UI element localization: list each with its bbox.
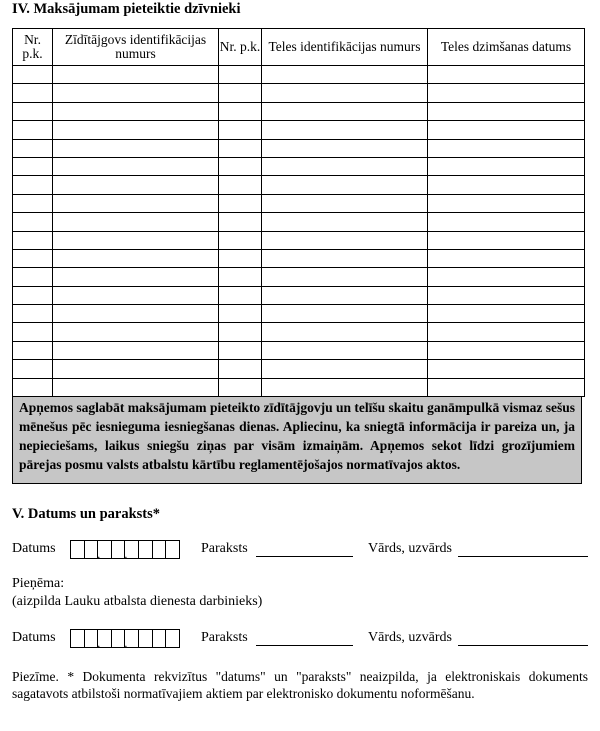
table-cell[interactable] [53,121,219,139]
table-cell[interactable] [428,305,585,323]
name-label: Vārds, uzvārds [368,541,452,556]
animals-table [12,28,585,397]
table-cell[interactable] [53,66,219,84]
table-cell[interactable] [428,213,585,231]
table-cell[interactable] [219,121,262,139]
table-cell[interactable] [219,176,262,194]
date-input[interactable] [70,629,180,648]
table-cell[interactable] [428,378,585,396]
table-cell[interactable] [53,341,219,359]
table-cell[interactable] [428,121,585,139]
signature-field[interactable] [256,556,353,557]
table-cell[interactable] [262,194,428,212]
table-cell[interactable] [53,84,219,102]
accepted-label: Pieņēma: [12,576,65,591]
col-header-nr: Nr. p.k. [219,29,262,66]
section-4-title: IV. Maksājumam pieteiktie dzīvnieki [12,1,241,17]
table-cell[interactable] [262,139,428,157]
table-row [13,360,585,378]
accepted-note: (aizpilda Lauku atbalsta dienesta darbinieks) [12,594,263,609]
section-5-title: V. Datums un paraksts* [12,506,160,522]
table-cell[interactable] [428,102,585,120]
table-cell[interactable] [219,66,262,84]
table-cell[interactable] [53,360,219,378]
table-cell[interactable] [219,139,262,157]
table-cell[interactable] [53,213,219,231]
table-row [13,139,585,157]
table-cell[interactable] [262,323,428,341]
table-row [13,157,585,175]
table-cell[interactable] [53,102,219,120]
table-cell[interactable] [13,102,53,120]
table-cell[interactable] [13,157,53,175]
table-row [13,176,585,194]
name-field[interactable] [458,556,588,557]
signature-label: Paraksts [201,630,248,645]
table-cell[interactable] [53,139,219,157]
table-cell[interactable] [262,66,428,84]
table-cell[interactable] [13,66,53,84]
table-cell[interactable] [262,121,428,139]
table-cell[interactable] [13,176,53,194]
date-label: Datums [12,541,56,556]
table-row [13,268,585,286]
col-header-nr: Nr. p.k. [13,29,53,66]
table-cell[interactable] [219,268,262,286]
table-row [13,305,585,323]
table-cell[interactable] [219,249,262,267]
table-cell[interactable] [262,102,428,120]
table-cell[interactable] [262,305,428,323]
date-input[interactable] [70,540,180,559]
table-row [13,231,585,249]
table-cell[interactable] [219,286,262,304]
table-cell[interactable] [262,176,428,194]
table-cell[interactable] [13,84,53,102]
col-header-calf-id: Teles identifikācijas numurs [262,29,428,66]
table-cell[interactable] [53,231,219,249]
commitment-notice: Apņemos saglabāt maksājumam pieteikto zīdītājgovju un telīšu skaitu ganāmpulkā vismaz sešus mēnešus pēc iesnieguma iesniegšanas dienas. Apliecinu, ka sniegtā informācija ir pareiza un, ja nepieciešams, laikus sniegšu ziņas par visām izmaiņām. Apņemos sekot līdzi grozījumiem pārejas posmu valsts atbalstu kārtību reglamentējošajos normatīvajos aktos. [12,396,582,484]
table-cell[interactable] [428,360,585,378]
name-label: Vārds, uzvārds [368,630,452,645]
table-cell[interactable] [219,341,262,359]
table-row [13,378,585,396]
table-cell[interactable] [13,268,53,286]
table-cell[interactable] [13,323,53,341]
table-cell[interactable] [428,323,585,341]
table-cell[interactable] [428,84,585,102]
table-cell[interactable] [428,268,585,286]
table-row [13,194,585,212]
date-label: Datums [12,630,56,645]
footnote: Piezīme. * Dokumenta rekvizītus "datums" un "paraksts" neaizpilda, ja elektroniskais dokuments sagatavots atbilstoši normatīvajiem aktiem par elektronisko dokumentu noformēšanu. [12,669,588,701]
table-cell[interactable] [262,231,428,249]
table-cell[interactable] [428,139,585,157]
table-cell[interactable] [219,231,262,249]
table-cell[interactable] [262,378,428,396]
table-cell[interactable] [53,249,219,267]
table-cell[interactable] [53,176,219,194]
col-header-calf-birth: Teles dzimšanas datums [428,29,585,66]
table-cell[interactable] [219,213,262,231]
table-cell[interactable] [13,286,53,304]
table-cell[interactable] [262,249,428,267]
table-cell[interactable] [262,341,428,359]
table-cell[interactable] [13,341,53,359]
table-cell[interactable] [262,360,428,378]
table-cell[interactable] [13,360,53,378]
table-cell[interactable] [428,66,585,84]
table-cell[interactable] [428,176,585,194]
table-row [13,286,585,304]
table-cell[interactable] [13,121,53,139]
table-row [13,102,585,120]
table-cell[interactable] [219,323,262,341]
table-cell[interactable] [53,157,219,175]
table-row [13,84,585,102]
table-cell[interactable] [428,249,585,267]
table-cell[interactable] [428,286,585,304]
table-cell[interactable] [53,286,219,304]
table-header-row [13,29,585,66]
table-cell[interactable] [219,157,262,175]
table-cell[interactable] [53,378,219,396]
table-cell[interactable] [13,249,53,267]
table-row [13,323,585,341]
col-header-cow-id: Zīdītājgovs identifikācijas numurs [53,29,219,66]
table-row [13,121,585,139]
table-cell[interactable] [219,84,262,102]
table-row [13,249,585,267]
table-row [13,341,585,359]
table-cell[interactable] [219,102,262,120]
table-cell[interactable] [428,341,585,359]
table-cell[interactable] [13,231,53,249]
table-cell[interactable] [219,305,262,323]
table-cell[interactable] [428,157,585,175]
table-cell[interactable] [53,323,219,341]
table-cell[interactable] [262,84,428,102]
table-cell[interactable] [13,213,53,231]
table-cell[interactable] [262,268,428,286]
table-cell[interactable] [219,194,262,212]
table-cell[interactable] [428,194,585,212]
table-cell[interactable] [53,268,219,286]
table-cell[interactable] [13,305,53,323]
table-cell[interactable] [262,157,428,175]
signature-field[interactable] [256,645,353,646]
signature-label: Paraksts [201,541,248,556]
table-cell[interactable] [219,360,262,378]
table-row [13,213,585,231]
table-cell[interactable] [13,378,53,396]
name-field[interactable] [458,645,588,646]
table-cell[interactable] [262,213,428,231]
table-cell[interactable] [53,305,219,323]
table-cell[interactable] [428,231,585,249]
table-cell[interactable] [13,139,53,157]
table-row [13,66,585,84]
table-cell[interactable] [13,194,53,212]
table-cell[interactable] [53,194,219,212]
table-cell[interactable] [219,378,262,396]
table-cell[interactable] [262,286,428,304]
